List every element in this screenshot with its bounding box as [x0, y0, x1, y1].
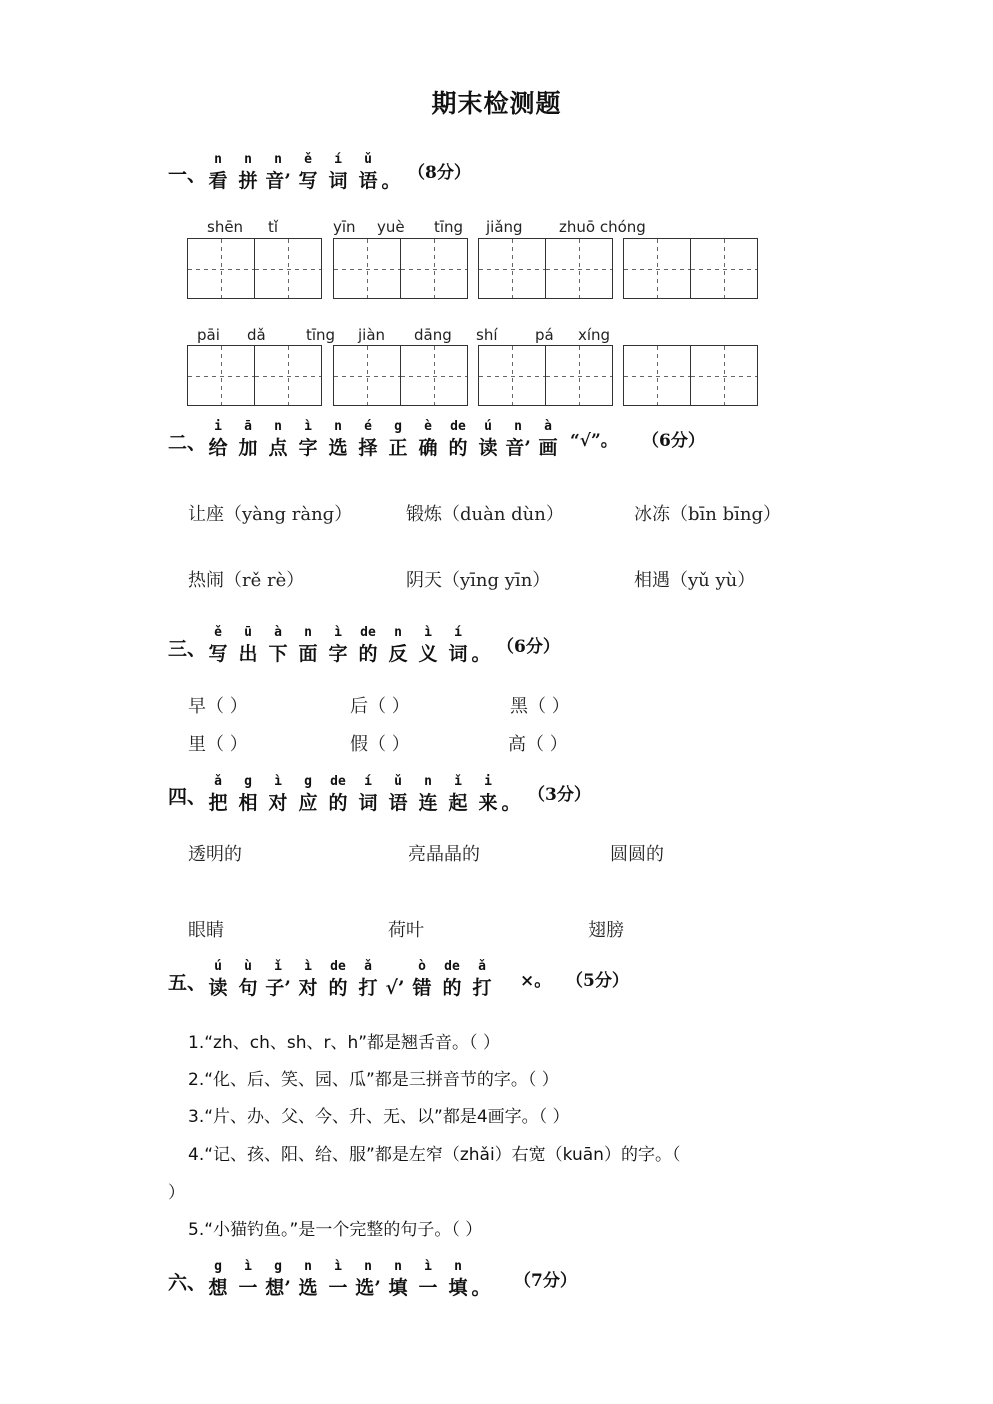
pinyin: n: [454, 1259, 462, 1274]
writing-cell[interactable]: [478, 345, 546, 406]
pinyin: n: [514, 419, 522, 434]
heading-char: 应: [298, 792, 318, 814]
heading-char: 读: [478, 437, 498, 459]
heading-char: 对: [298, 977, 318, 999]
section-3-heading: [203, 623, 489, 665]
judgement-item: 1.“zh、ch、sh、r、h”都是翘舌音。（ ）: [188, 1033, 500, 1053]
pinyin: n: [304, 625, 312, 640]
option-item: 阴天（yīng yīn）: [406, 570, 551, 591]
grid-pinyin: yīn: [333, 218, 356, 236]
pinyin: ì: [304, 419, 312, 434]
heading-char: 出: [238, 643, 258, 665]
writing-cell[interactable]: [333, 345, 401, 406]
grid-pinyin: tīng: [434, 218, 464, 236]
heading-char: 择: [358, 437, 378, 459]
heading-char: 下: [268, 643, 288, 665]
heading-char: 看: [208, 170, 228, 192]
pinyin: ǎ: [214, 774, 222, 789]
pinyin: n: [274, 152, 282, 167]
pinyin: ǎ: [364, 959, 372, 974]
section-1-heading: [203, 150, 399, 192]
writing-cell[interactable]: [623, 238, 691, 299]
writing-cell[interactable]: [623, 345, 691, 406]
match-word-bottom[interactable]: 眼睛: [188, 920, 224, 941]
match-word-top[interactable]: 亮晶晶的: [408, 844, 480, 865]
pinyin: ú: [484, 419, 492, 434]
pinyin: i: [214, 419, 222, 434]
heading-char: 拼: [238, 170, 258, 192]
judgement-item: 3.“片、办、父、今、升、无、以”都是4画字。（ ）: [188, 1107, 570, 1127]
pinyin: g: [304, 774, 312, 789]
section-5-heading: [203, 957, 497, 999]
section-2-number: 二、: [168, 432, 207, 454]
heading-char: 想: [208, 1277, 228, 1299]
grid-pinyin: shēn: [207, 218, 244, 236]
pinyin: ì: [424, 625, 432, 640]
pinyin: de: [444, 959, 460, 974]
heading-char: 写: [208, 643, 228, 665]
heading-char: 画: [538, 437, 558, 459]
section-4-score: （3分）: [528, 785, 591, 805]
option-item: 热闹（rě rè）: [188, 570, 305, 591]
heading-char: 打: [358, 977, 378, 999]
match-word-top[interactable]: 圆圆的: [610, 844, 664, 865]
heading-char: 打: [472, 977, 492, 999]
heading-char: 字: [328, 643, 348, 665]
pinyin: ǔ: [394, 774, 402, 789]
section-2-tail: “√”。: [570, 431, 618, 451]
match-word-bottom[interactable]: 翅膀: [588, 920, 624, 941]
match-word-bottom[interactable]: 荷叶: [388, 920, 424, 941]
option-item: 让座（yàng rànɡ）: [188, 504, 353, 525]
page-title: 期末检测题: [431, 89, 562, 118]
heading-char: 确: [418, 437, 438, 459]
writing-cell[interactable]: [400, 345, 468, 406]
section-5-number: 五、: [168, 972, 207, 994]
grid-pinyin: jiàn: [358, 326, 386, 344]
writing-grid-group: [479, 238, 613, 299]
section-6-score: （7分）: [514, 1271, 577, 1291]
pinyin: n: [244, 152, 252, 167]
antonym-item: 假（ ）: [350, 734, 410, 755]
writing-cell[interactable]: [690, 345, 758, 406]
writing-grid-group: [624, 238, 758, 299]
heading-char: 的: [358, 643, 378, 665]
pinyin: ò: [418, 959, 426, 974]
pinyin: g: [394, 419, 402, 434]
pinyin: é: [364, 419, 372, 434]
heading-char: 音’: [265, 170, 291, 192]
pinyin: n: [304, 1259, 312, 1274]
heading-period: 。: [471, 1277, 491, 1299]
judgement-item: 5.“小猫钓鱼。”是一个完整的句子。（ ）: [188, 1220, 483, 1240]
pinyin: ì: [334, 625, 342, 640]
pinyin: ù: [244, 959, 252, 974]
writing-grid-group: [334, 345, 468, 406]
heading-char: 写: [298, 170, 318, 192]
section-3-score: （6分）: [497, 637, 560, 657]
match-word-top[interactable]: 透明的: [188, 844, 242, 865]
pinyin: n: [274, 419, 282, 434]
pinyin: è: [424, 419, 432, 434]
pinyin: í: [454, 625, 462, 640]
heading-char: 义: [418, 643, 438, 665]
pinyin: ě: [214, 625, 222, 640]
grid-pinyin: shí: [476, 326, 498, 344]
judgement-item: 4.“记、孩、阳、给、服”都是左窄（zhǎi）右宽（kuān）的字。（: [188, 1145, 681, 1165]
writing-cell[interactable]: [187, 238, 255, 299]
pinyin: de: [360, 625, 376, 640]
pinyin: ì: [334, 1259, 342, 1274]
writing-cell[interactable]: [545, 345, 613, 406]
writing-grid-group: [188, 345, 322, 406]
pinyin: ì: [244, 1259, 252, 1274]
grid-pinyin: pāi: [197, 326, 220, 344]
antonym-item: 高（ ）: [508, 734, 568, 755]
pinyin: de: [450, 419, 466, 434]
heading-char: 子’: [265, 977, 291, 999]
pinyin: ū: [244, 625, 252, 640]
heading-char: 填: [388, 1277, 408, 1299]
heading-char: 音’: [505, 437, 531, 459]
judgement-item: 2.“化、后、笑、园、瓜”都是三拼音节的字。（ ）: [188, 1070, 559, 1090]
option-item: 相遇（yǔ yù）: [634, 570, 756, 591]
grid-pinyin: dǎ: [247, 326, 266, 344]
option-item: 冰冻（bīn bīng）: [634, 504, 781, 525]
pinyin: í: [364, 774, 372, 789]
heading-period: 。: [381, 170, 401, 192]
grid-pinyin: xíng: [578, 326, 611, 344]
heading-char: 相: [238, 792, 258, 814]
pinyin: ǐ: [454, 774, 462, 789]
heading-char: 词: [448, 643, 468, 665]
pinyin: n: [334, 419, 342, 434]
pinyin: ě: [304, 152, 312, 167]
section-3-number: 三、: [168, 638, 207, 660]
pinyin: ì: [424, 1259, 432, 1274]
writing-cell[interactable]: [333, 238, 401, 299]
pinyin: g: [214, 1259, 222, 1274]
section-4-heading: [203, 772, 519, 814]
heading-char: 想’: [265, 1277, 291, 1299]
heading-char: 词: [358, 792, 378, 814]
grid-pinyin: dāng: [414, 326, 452, 344]
writing-grid-group: [334, 238, 468, 299]
pinyin: g: [244, 774, 252, 789]
section-1-score: （8分）: [408, 163, 471, 183]
heading-char: 反: [388, 643, 408, 665]
section-2-heading: [203, 417, 563, 459]
heading-char: 加: [238, 437, 258, 459]
heading-char: 读: [208, 977, 228, 999]
section-6-heading: [203, 1257, 489, 1299]
section-1-number: 一、: [168, 164, 207, 186]
heading-char: 连: [418, 792, 438, 814]
antonym-item: 早（ ）: [188, 696, 248, 717]
grid-pinyin: zhuō chóng: [559, 218, 646, 236]
writing-cell[interactable]: [187, 345, 255, 406]
section-4-number: 四、: [168, 786, 207, 808]
pinyin: ā: [244, 419, 252, 434]
writing-grid-group: [188, 238, 322, 299]
pinyin: n: [424, 774, 432, 789]
heading-char: 一: [238, 1277, 258, 1299]
heading-period: 。: [471, 643, 491, 665]
pinyin: de: [330, 774, 346, 789]
writing-cell[interactable]: [254, 238, 322, 299]
heading-char: 语: [388, 792, 408, 814]
pinyin: g: [274, 1259, 282, 1274]
pinyin: ú: [214, 959, 222, 974]
pinyin: ì: [274, 774, 282, 789]
grid-pinyin: yuè: [377, 218, 405, 236]
heading-char: 的: [328, 977, 348, 999]
grid-pinyin: tīng: [306, 326, 336, 344]
writing-cell[interactable]: [690, 238, 758, 299]
heading-char: 给: [208, 437, 228, 459]
pinyin: n: [214, 152, 222, 167]
heading-char: 的: [442, 977, 462, 999]
heading-char: 字: [298, 437, 318, 459]
pinyin: ǐ: [274, 959, 282, 974]
section-2-score: （6分）: [642, 431, 705, 451]
pinyin: n: [394, 625, 402, 640]
pinyin: i: [484, 774, 492, 789]
writing-grid-group: [624, 345, 758, 406]
heading-char: 选: [298, 1277, 318, 1299]
heading-char: 句: [238, 977, 258, 999]
heading-char: 把: [208, 792, 228, 814]
pinyin: ǎ: [478, 959, 486, 974]
section-6-number: 六、: [168, 1272, 207, 1294]
writing-cell[interactable]: [254, 345, 322, 406]
heading-char: 词: [328, 170, 348, 192]
pinyin: à: [274, 625, 282, 640]
heading-char: 来: [478, 792, 498, 814]
antonym-item: 黑（ ）: [510, 696, 570, 717]
writing-cell[interactable]: [400, 238, 468, 299]
pinyin: n: [364, 1259, 372, 1274]
heading-char: 选: [328, 437, 348, 459]
heading-char: 填: [448, 1277, 468, 1299]
heading-char: 对: [268, 792, 288, 814]
checkmark: √’: [385, 977, 405, 999]
judgement-item-continuation: ）: [168, 1183, 185, 1203]
heading-period: 。: [501, 792, 521, 814]
writing-cell[interactable]: [545, 238, 613, 299]
antonym-item: 后（ ）: [350, 696, 410, 717]
heading-char: 的: [328, 792, 348, 814]
heading-char: 面: [298, 643, 318, 665]
heading-char: 语: [358, 170, 378, 192]
heading-char: 一: [328, 1277, 348, 1299]
heading-char: 选’: [355, 1277, 381, 1299]
pinyin: ǔ: [364, 152, 372, 167]
section-5-score: （5分）: [566, 971, 629, 991]
pinyin: n: [394, 1259, 402, 1274]
heading-char: 的: [448, 437, 468, 459]
heading-char: 一: [418, 1277, 438, 1299]
option-item: 锻炼（duàn dùn）: [406, 504, 564, 525]
grid-pinyin: jiǎng: [486, 218, 523, 236]
heading-char: 点: [268, 437, 288, 459]
pinyin: ì: [304, 959, 312, 974]
pinyin: de: [330, 959, 346, 974]
pinyin: í: [334, 152, 342, 167]
section-5-tail: ×。: [520, 971, 552, 991]
pinyin: à: [544, 419, 552, 434]
writing-cell[interactable]: [478, 238, 546, 299]
heading-char: 正: [388, 437, 408, 459]
grid-pinyin: pá: [535, 326, 554, 344]
antonym-item: 里（ ）: [188, 734, 248, 755]
grid-pinyin: tǐ: [268, 218, 279, 236]
heading-char: 起: [448, 792, 468, 814]
writing-grid-group: [479, 345, 613, 406]
heading-char: 错: [412, 977, 432, 999]
